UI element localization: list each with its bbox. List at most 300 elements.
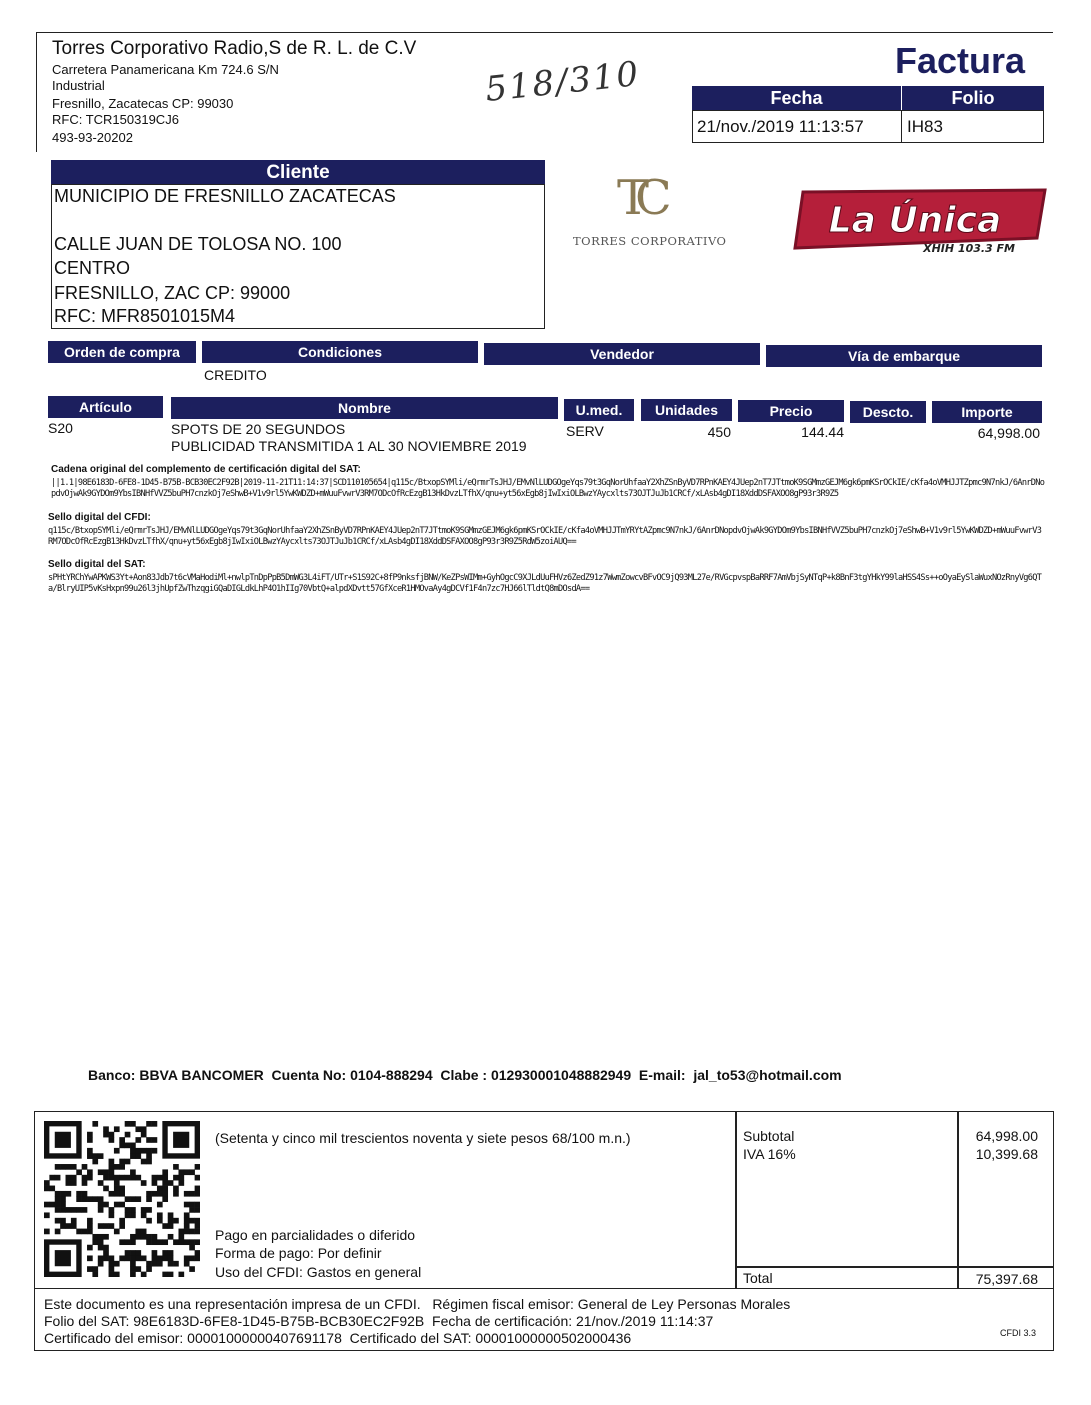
qr-module	[114, 1164, 120, 1170]
qr-module	[103, 1250, 109, 1256]
qr-module	[82, 1191, 88, 1197]
qr-module	[125, 1255, 131, 1261]
qr-module	[152, 1121, 158, 1127]
qr-module	[168, 1255, 174, 1261]
precio-header: Precio	[738, 400, 844, 422]
torres-logo-text: TORRES CORPORATIVO	[573, 234, 727, 248]
qr-module	[125, 1250, 131, 1256]
qr-module	[92, 1159, 98, 1165]
qr-module	[103, 1202, 109, 1208]
qr-finder-pattern	[173, 1132, 189, 1148]
qr-module	[146, 1261, 152, 1267]
qr-module	[55, 1196, 61, 1202]
qr-module	[66, 1164, 72, 1170]
qr-module	[109, 1272, 115, 1277]
qr-module	[189, 1229, 195, 1235]
item-articulo: S20	[48, 420, 73, 436]
qr-module	[114, 1191, 120, 1197]
qr-module	[114, 1202, 120, 1208]
qr-module	[66, 1207, 72, 1213]
qr-module	[168, 1218, 174, 1224]
qr-module	[44, 1186, 50, 1192]
qr-module	[44, 1229, 50, 1235]
totals-divider-1	[735, 1111, 737, 1289]
qr-module	[141, 1255, 147, 1261]
cadena-original-text: ||1.1|98E6183D-6FE8-1D45-B75B-BCB30EC2F92B|2019-11-21T11:14:37|SCD110105654|q115c/BtxopSYMli/eQrmrTsJHJ/EMvNlLUDGOgeYqs79t3GqNorUhfaaY2XhZSnByVD7RPnKAEY4JUep2nT7JTtmoK9SGMmzGEJM6gk6pmKSrOCkIE/cKfa4oVMHJJTZpmc9N7nkJ/6AnrDNopdvOjwAk9GYDOm9YbsIBNHfVVZ5buPH7cnzkOj7eShwB+V1v9rl5YwKWDZD+mWuuFvwrV3RM7ODcOfRcEzgB13HkDvzLTfhX/qnu+yt56xEgb8jIwIxiOLBwzYAycxlts73OJTJuJb1CRCf/xLAsb4gDI18XddDSFAXOO8gP93r3R9Z5	[51, 478, 1045, 499]
qr-module	[141, 1132, 147, 1138]
qr-module	[103, 1255, 109, 1261]
qr-module	[189, 1202, 195, 1208]
qr-module	[195, 1223, 200, 1229]
issuer-address1: Carretera Panamericana Km 724.6 S/N	[52, 62, 279, 77]
vendedor-header: Vendedor	[484, 343, 760, 365]
qr-module	[71, 1175, 77, 1181]
qr-module	[135, 1255, 141, 1261]
qr-module	[109, 1266, 115, 1272]
qr-module	[109, 1137, 115, 1143]
qr-module	[103, 1245, 109, 1251]
qr-module	[109, 1191, 115, 1197]
qr-module	[146, 1218, 152, 1224]
qr-module	[146, 1191, 152, 1197]
qr-module	[109, 1261, 115, 1267]
qr-module	[125, 1159, 131, 1165]
item-descripcion: PUBLICIDAD TRANSMITIDA 1 AL 30 NOVIEMBRE 2019	[171, 438, 527, 454]
qr-module	[76, 1207, 82, 1213]
qr-module	[162, 1239, 168, 1245]
qr-module	[87, 1148, 93, 1154]
qr-module	[66, 1180, 72, 1186]
qr-module	[114, 1126, 120, 1132]
qr-module	[109, 1132, 115, 1138]
qr-module	[103, 1169, 109, 1175]
footer-line-1: Este documento es una representación impresa de un CFDI. Régimen fiscal emisor: General de Ley Personas Morales	[44, 1296, 791, 1312]
unidades-header: Unidades	[641, 399, 732, 421]
cfdi-use: Uso del CFDI: Gastos en general	[215, 1264, 422, 1280]
qr-module	[130, 1255, 136, 1261]
qr-module	[114, 1148, 120, 1154]
torres-corporativo-logo	[565, 170, 735, 260]
qr-module	[71, 1164, 77, 1170]
qr-module	[135, 1153, 141, 1159]
qr-module	[125, 1143, 131, 1149]
qr-module	[195, 1164, 200, 1170]
totals-divider-2	[957, 1111, 959, 1289]
qr-module	[152, 1180, 158, 1186]
qr-module	[130, 1196, 136, 1202]
qr-module	[189, 1239, 195, 1245]
qr-module	[135, 1229, 141, 1235]
qr-module	[98, 1255, 104, 1261]
qr-module	[60, 1207, 66, 1213]
qr-module	[119, 1159, 125, 1165]
qr-module	[125, 1132, 131, 1138]
qr-module	[71, 1223, 77, 1229]
qr-module	[162, 1191, 168, 1197]
qr-finder-pattern	[55, 1132, 71, 1148]
qr-module	[119, 1218, 125, 1224]
qr-module	[114, 1175, 120, 1181]
item-umed: SERV	[566, 423, 604, 439]
client-name: MUNICIPIO DE FRESNILLO ZACATECAS	[54, 186, 396, 206]
qr-module	[157, 1175, 163, 1181]
qr-module	[82, 1180, 88, 1186]
qr-module	[189, 1169, 195, 1175]
qr-module	[109, 1164, 115, 1170]
folio-value: IH83	[907, 117, 943, 136]
qr-module	[114, 1186, 120, 1192]
qr-module	[92, 1196, 98, 1202]
qr-module	[135, 1137, 141, 1143]
qr-module	[125, 1207, 131, 1213]
qr-module	[152, 1148, 158, 1154]
qr-module	[66, 1223, 72, 1229]
issuer-name: Torres Corporativo Radio,S de R. L. de C.V	[52, 38, 417, 59]
qr-module	[168, 1234, 174, 1240]
qr-module	[173, 1186, 179, 1192]
qr-module	[173, 1175, 179, 1181]
qr-module	[184, 1202, 190, 1208]
qr-module	[141, 1159, 147, 1165]
qr-module	[195, 1250, 200, 1256]
qr-module	[135, 1196, 141, 1202]
qr-module	[178, 1234, 184, 1240]
qr-module	[135, 1126, 141, 1132]
qr-module	[87, 1169, 93, 1175]
qr-module	[130, 1175, 136, 1181]
payment-method: Pago en parcialidades o diferido	[215, 1227, 416, 1243]
qr-module	[168, 1261, 174, 1267]
umed-header: U.med.	[564, 399, 634, 421]
qr-module	[87, 1137, 93, 1143]
qr-module	[195, 1191, 200, 1197]
qr-module	[195, 1207, 200, 1213]
qr-module	[173, 1164, 179, 1170]
qr-module	[152, 1250, 158, 1256]
qr-module	[114, 1272, 120, 1277]
qr-module	[92, 1153, 98, 1159]
qr-module	[184, 1229, 190, 1235]
fecha-value: 21/nov./2019 11:13:57	[697, 117, 864, 136]
qr-module	[60, 1223, 66, 1229]
qr-module	[162, 1272, 168, 1277]
qr-module	[195, 1186, 200, 1192]
qr-module	[162, 1196, 168, 1202]
qr-module	[98, 1223, 104, 1229]
qr-module	[114, 1180, 120, 1186]
qr-module	[173, 1261, 179, 1267]
qr-module	[146, 1207, 152, 1213]
qr-module	[130, 1207, 136, 1213]
qr-module	[157, 1261, 163, 1267]
qr-module	[103, 1186, 109, 1192]
la-unica-logo	[775, 182, 1055, 260]
qr-module	[109, 1175, 115, 1181]
qr-module	[109, 1223, 115, 1229]
item-unidades: 450	[707, 424, 731, 440]
qr-module	[189, 1266, 195, 1272]
qr-module	[103, 1234, 109, 1240]
qr-module	[130, 1234, 136, 1240]
qr-module	[178, 1229, 184, 1235]
qr-module	[98, 1196, 104, 1202]
qr-module	[173, 1191, 179, 1197]
qr-module	[44, 1180, 50, 1186]
qr-module	[98, 1261, 104, 1267]
item-precio: 144.44	[801, 424, 844, 440]
qr-module	[195, 1255, 200, 1261]
qr-module	[184, 1255, 190, 1261]
qr-module	[189, 1245, 195, 1251]
qr-module	[130, 1272, 136, 1277]
bank-info-line: Banco: BBVA BANCOMER Cuenta No: 0104-888294 Clabe : 012930001048882949 E-mail: jal_to53@hotmail.com	[88, 1067, 842, 1083]
qr-module	[168, 1250, 174, 1256]
qr-module	[71, 1180, 77, 1186]
qr-module	[162, 1186, 168, 1192]
qr-module	[178, 1175, 184, 1181]
qr-module	[152, 1137, 158, 1143]
client-city: FRESNILLO, ZAC CP: 99000	[54, 283, 291, 303]
qr-module	[119, 1191, 125, 1197]
sello-cfdi-label: Sello digital del CFDI:	[48, 512, 151, 523]
qr-module	[173, 1239, 179, 1245]
qr-module	[103, 1126, 109, 1132]
qr-module	[66, 1175, 72, 1181]
qr-module	[109, 1212, 115, 1218]
importe-header: Importe	[932, 401, 1042, 423]
qr-module	[162, 1223, 168, 1229]
handwritten-note: 518/310	[483, 53, 642, 111]
qr-module	[141, 1126, 147, 1132]
qr-module	[141, 1207, 147, 1213]
qr-module	[119, 1186, 125, 1192]
qr-module	[141, 1148, 147, 1154]
sello-sat-text: sPHtYRChYwAPKWS3Yt+Aon83Jdb7t6cVMaHodiMl+nwlpTnDpPpB5DmWG3L4iFT/UTr+S1S92C+8fP9nksfjBNW/KeZPsWIMm+GyhOgcC9XJLdUuFHVz6ZedZ91z7WwmZowcvBFvOC9jQ93ML27e/RVGcpvspBaRRF7AmVbjSyNTqP+k8BnF3tgYHkY99laHSS4Ss++oOyaEySlaWuxNOzRnyVg6QTa/BlryUIP5vKsHxpn99u26l3jhUpfZwThzqgiGQaDIGLdkLhP4O1hIIg70VbtQ+alpdXDvtt57GfXceR1HMOvaAy4gDCVf1F4n7zc7HJ66lTldtQ8mDOsdA==	[48, 573, 1042, 594]
qr-module	[178, 1180, 184, 1186]
qr-module	[135, 1234, 141, 1240]
qr-module	[92, 1266, 98, 1272]
qr-module	[76, 1169, 82, 1175]
qr-module	[141, 1229, 147, 1235]
qr-module	[178, 1239, 184, 1245]
issuer-phone: 493-93-20202	[52, 130, 133, 145]
total-label: Total	[743, 1270, 773, 1286]
qr-module	[119, 1137, 125, 1143]
issuer-rfc: RFC: TCR150319CJ6	[52, 112, 179, 127]
qr-module	[130, 1250, 136, 1256]
client-street: CALLE JUAN DE TOLOSA NO. 100	[54, 234, 342, 254]
qr-module	[109, 1207, 115, 1213]
qr-module	[195, 1175, 200, 1181]
qr-module	[119, 1239, 125, 1245]
qr-module	[82, 1196, 88, 1202]
subtotal-value: 64,998.00	[975, 1128, 1038, 1144]
issuer-address2: Industrial	[52, 78, 105, 93]
qr-module	[178, 1272, 184, 1277]
qr-module	[130, 1239, 136, 1245]
qr-module	[55, 1164, 61, 1170]
qr-module	[76, 1191, 82, 1197]
qr-module	[82, 1164, 88, 1170]
qr-module	[184, 1261, 190, 1267]
qr-module	[184, 1169, 190, 1175]
cadena-original-label: Cadena original del complemento de certificación digital del SAT:	[51, 464, 361, 475]
qr-module	[103, 1175, 109, 1181]
qr-module	[119, 1202, 125, 1208]
qr-module	[55, 1229, 61, 1235]
qr-module	[146, 1148, 152, 1154]
client-rfc: RFC: MFR8501015M4	[54, 306, 236, 326]
qr-module	[146, 1234, 152, 1240]
la-unica-wordmark: La Única	[828, 200, 1002, 241]
qr-module	[173, 1218, 179, 1224]
qr-module	[146, 1137, 152, 1143]
qr-module	[119, 1255, 125, 1261]
payment-form: Forma de pago: Por definir	[215, 1245, 382, 1261]
qr-module	[60, 1196, 66, 1202]
qr-module	[130, 1169, 136, 1175]
qr-module	[60, 1202, 66, 1208]
qr-module	[146, 1196, 152, 1202]
qr-module	[168, 1180, 174, 1186]
qr-module	[130, 1153, 136, 1159]
document-title: Factura	[895, 40, 1026, 81]
qr-module	[98, 1180, 104, 1186]
iva-label: IVA 16%	[743, 1146, 796, 1162]
qr-module	[98, 1245, 104, 1251]
iva-value: 10,399.68	[975, 1146, 1038, 1162]
qr-module	[119, 1175, 125, 1181]
item-nombre: SPOTS DE 20 SEGUNDOS	[171, 421, 346, 437]
la-unica-frequency: XHIH 103.3 FM	[923, 242, 1015, 255]
qr-module	[130, 1212, 136, 1218]
qr-module	[152, 1175, 158, 1181]
qr-module	[44, 1212, 50, 1218]
qr-module	[189, 1191, 195, 1197]
qr-module	[119, 1164, 125, 1170]
qr-module	[92, 1272, 98, 1277]
qr-module	[55, 1191, 61, 1197]
qr-module	[119, 1143, 125, 1149]
qr-module	[44, 1202, 50, 1208]
qr-module	[152, 1191, 158, 1197]
descto-header: Descto.	[850, 401, 926, 423]
footer-line-2: Folio del SAT: 98E6183D-6FE8-1D45-B75B-BCB30EC2F92B Fecha de certificación: 21/nov./2019 11:14:37	[44, 1313, 714, 1329]
qr-module	[152, 1239, 158, 1245]
qr-module	[125, 1212, 131, 1218]
qr-module	[152, 1255, 158, 1261]
qr-module	[109, 1255, 115, 1261]
qr-module	[60, 1191, 66, 1197]
qr-module	[130, 1121, 136, 1127]
qr-module	[87, 1266, 93, 1272]
qr-module	[178, 1169, 184, 1175]
articulo-header: Artículo	[48, 396, 163, 418]
qr-module	[135, 1266, 141, 1272]
qr-module	[146, 1159, 152, 1165]
condiciones-value: CREDITO	[204, 367, 267, 383]
qr-module	[98, 1239, 104, 1245]
fecha-header: Fecha	[692, 86, 901, 110]
qr-module	[189, 1255, 195, 1261]
qr-module	[162, 1169, 168, 1175]
torres-monogram: TC	[617, 170, 658, 226]
qr-module	[141, 1212, 147, 1218]
qr-module	[55, 1202, 61, 1208]
qr-module	[152, 1234, 158, 1240]
qr-module	[157, 1255, 163, 1261]
item-importe: 64,998.00	[977, 425, 1040, 441]
qr-module	[92, 1239, 98, 1245]
client-colonia: CENTRO	[54, 258, 130, 278]
qr-module	[168, 1212, 174, 1218]
qr-module	[184, 1212, 190, 1218]
qr-module	[195, 1239, 200, 1245]
qr-module	[168, 1223, 174, 1229]
qr-module	[87, 1196, 93, 1202]
qr-module	[103, 1132, 109, 1138]
qr-module	[146, 1121, 152, 1127]
qr-module	[76, 1196, 82, 1202]
qr-module	[157, 1202, 163, 1208]
qr-module	[130, 1143, 136, 1149]
cfdi-version: CFDI 3.3	[1000, 1328, 1037, 1338]
qr-module	[49, 1175, 55, 1181]
qr-module	[82, 1175, 88, 1181]
qr-module	[146, 1239, 152, 1245]
sello-sat-label: Sello digital del SAT:	[48, 559, 146, 570]
issuer-address3: Fresnillo, Zacatecas CP: 99030	[52, 96, 234, 111]
qr-module	[98, 1202, 104, 1208]
qr-module	[60, 1218, 66, 1224]
qr-module	[71, 1207, 77, 1213]
client-header: Cliente	[51, 160, 545, 184]
qr-module	[103, 1223, 109, 1229]
subtotal-label: Subtotal	[743, 1128, 795, 1144]
qr-module	[130, 1148, 136, 1154]
qr-module	[55, 1207, 61, 1213]
qr-module	[55, 1175, 61, 1181]
qr-module	[157, 1239, 163, 1245]
qr-finder-pattern	[55, 1250, 71, 1266]
qr-module	[157, 1186, 163, 1192]
nombre-header: Nombre	[171, 397, 558, 419]
total-row-divider	[735, 1266, 1054, 1268]
via-embarque-header: Vía de embarque	[766, 345, 1042, 367]
qr-module	[162, 1250, 168, 1256]
qr-module	[125, 1121, 131, 1127]
qr-module	[60, 1164, 66, 1170]
qr-module	[184, 1239, 190, 1245]
qr-module	[55, 1218, 61, 1224]
qr-module	[146, 1153, 152, 1159]
qr-module	[87, 1229, 93, 1235]
qr-module	[135, 1175, 141, 1181]
sello-cfdi-text: q115c/BtxopSYMli/eQrmrTsJHJ/EMvNlLUDGOgeYqs79t3GqNorUhfaaY2XhZSnByVD7RPnKAEY4JUep2nT7JTtmoK9SGMmzGEJM6gk6pmKSrOCkIE/cKfa4oVMHJJTmYRYtAZpmc9N7nkJ/6AnrDNopdvOjwAk9GYDOm9YbsIBNHfVVZ5buPH7cnzkOj7eShwB+V1v9rl5YwKWDZD+mWuuFvwrV3RM7ODcOfRcEzgB13HkDvzLTfhX/qnu+yt56xEgb8jIwIxiOLBwzYAycxlts73OJTJuJb1CRCf/xLAsb4gDI18XddDSFAXOO8gP93r3R9Z5RdW5zoiAUQ==	[48, 526, 1042, 547]
qr-module	[157, 1218, 163, 1224]
qr-module	[82, 1207, 88, 1213]
qr-module	[114, 1229, 120, 1235]
qr-module	[135, 1250, 141, 1256]
qr-module	[184, 1218, 190, 1224]
qr-module	[189, 1207, 195, 1213]
qr-module	[135, 1148, 141, 1154]
qr-module	[87, 1255, 93, 1261]
qr-module	[141, 1180, 147, 1186]
qr-module	[87, 1223, 93, 1229]
footer-line-3: Certificado del emisor: 00001000000407691178 Certificado del SAT: 00001000000502000436	[44, 1330, 632, 1346]
qr-module	[109, 1169, 115, 1175]
